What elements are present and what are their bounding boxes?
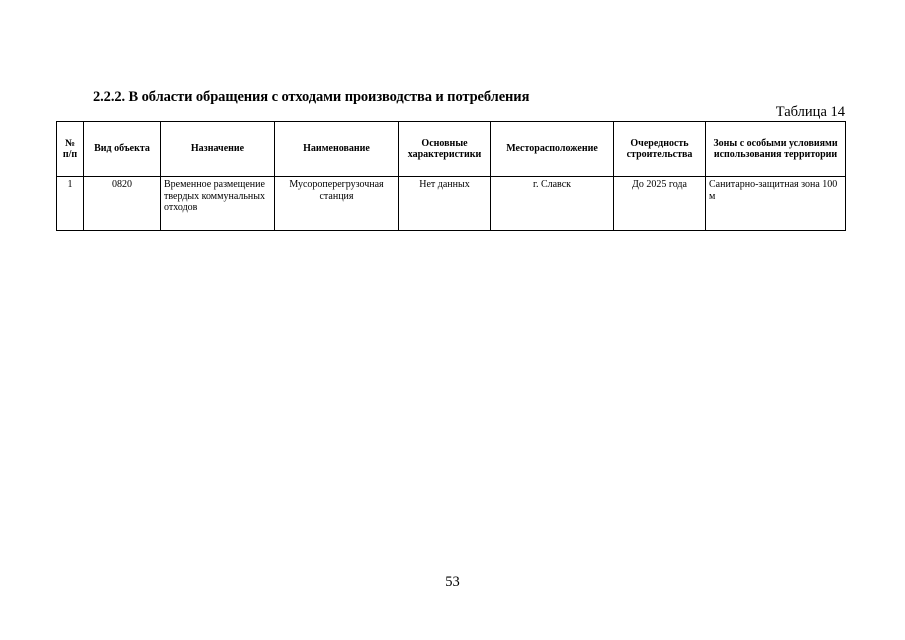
- cell-name: Мусороперегрузочная станция: [275, 177, 399, 231]
- section-heading: 2.2.2. В области обращения с отходами производства и потребления: [93, 89, 530, 105]
- cell-purpose: Временное размещение твердых коммунальных отходов: [161, 177, 275, 231]
- cell-location: г. Славск: [491, 177, 614, 231]
- cell-special-zones: Санитарно-защитная зона 100 м: [706, 177, 846, 231]
- header-name: Наименование: [275, 122, 399, 177]
- table-header-row: [57, 122, 846, 177]
- cell-characteristics: Нет данных: [399, 177, 491, 231]
- header-number: № п/п: [57, 122, 84, 177]
- cell-object-type: 0820: [84, 177, 161, 231]
- objects-table: [56, 121, 846, 231]
- header-special-zones: Зоны с особыми условиями использования территории: [706, 122, 846, 177]
- cell-construction-order: До 2025 года: [614, 177, 706, 231]
- table-caption: Таблица 14: [775, 104, 845, 120]
- header-purpose: Назначение: [161, 122, 275, 177]
- table-row: [57, 177, 846, 231]
- header-construction-order: Очередность строительства: [614, 122, 706, 177]
- cell-number: 1: [57, 177, 84, 231]
- header-location: Месторасположение: [491, 122, 614, 177]
- header-object-type: Вид объекта: [84, 122, 161, 177]
- page-number: 53: [445, 574, 460, 590]
- header-characteristics: Основные характеристики: [399, 122, 491, 177]
